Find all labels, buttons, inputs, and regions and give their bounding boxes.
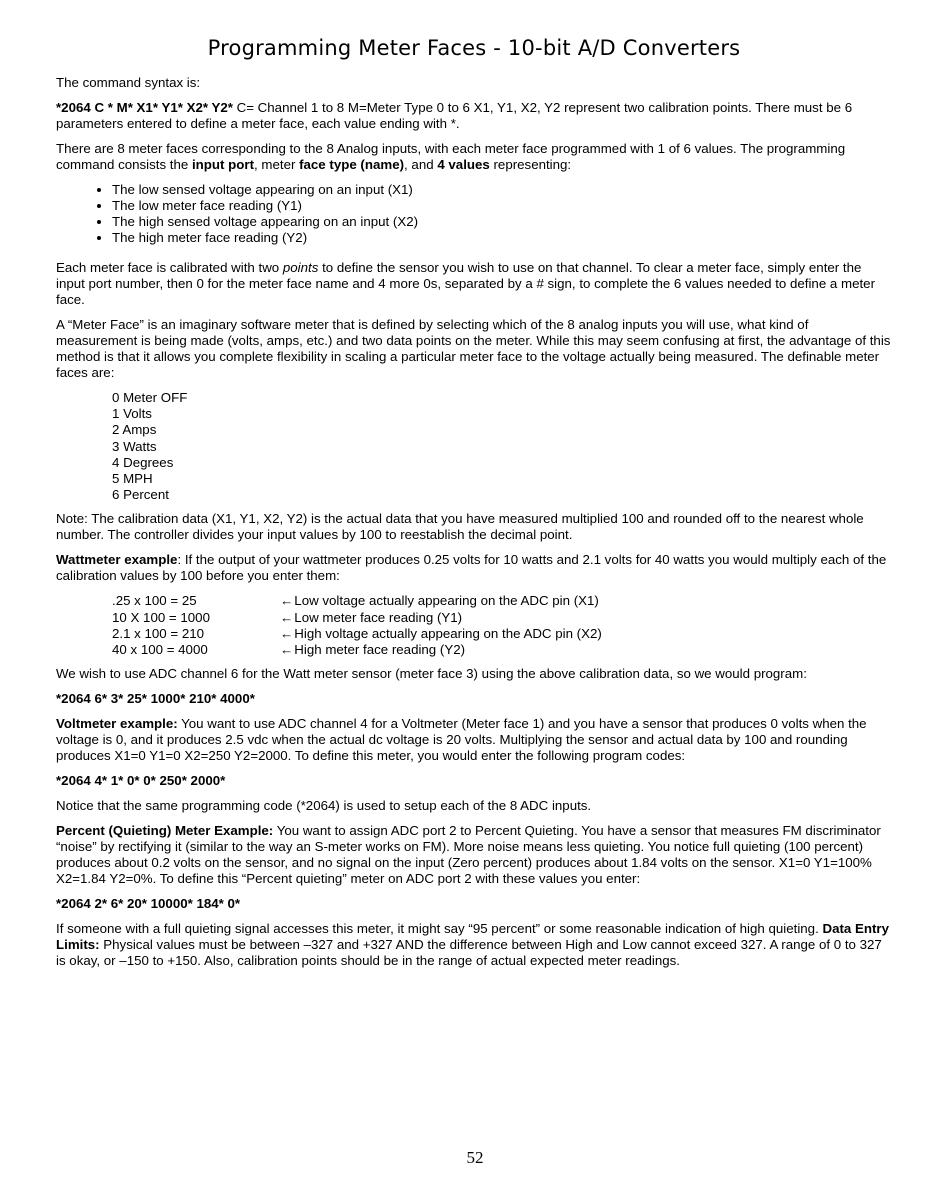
meter-face-list bbox=[112, 390, 892, 503]
document-page bbox=[56, 34, 892, 978]
list-item: 6 Percent bbox=[112, 487, 169, 503]
calc-description: High meter face reading (Y2) bbox=[294, 642, 466, 658]
left-arrow-icon: ← bbox=[280, 609, 294, 625]
intro-text: The command syntax is: bbox=[56, 75, 201, 90]
calc-value: .25 x 100 = 25 bbox=[112, 593, 197, 609]
left-arrow-icon: ← bbox=[280, 593, 294, 609]
faces-text-4: representing: bbox=[489, 157, 572, 172]
list-item bbox=[112, 642, 892, 658]
faces-bold-face-type: face type (name) bbox=[299, 157, 405, 172]
meter-face-paragraph: A “Meter Face” is an imaginary software meter that is defined by selecting which of the 8 analog inputs you will use, what kind of measurement is being made (volts, amps, etc.) and two data points on the meter. While this may seem confusing at first, the advantage of this method is that it allows you complete flexibility in scaling a particular meter face to the voltage actually being measured. The definable meter faces are: bbox=[56, 317, 891, 380]
wattmeter-label: Wattmeter example bbox=[56, 552, 178, 568]
voltmeter-command: *2064 4* 1* 0* 0* 250* 2000* bbox=[56, 773, 226, 789]
faces-paragraph bbox=[56, 141, 892, 173]
list-item bbox=[112, 626, 892, 642]
left-arrow-icon: ← bbox=[280, 625, 294, 641]
calibrate-italic-points: points bbox=[282, 260, 319, 275]
calc-description: High voltage actually appearing on the ADC pin (X2) bbox=[294, 625, 602, 641]
list-item: 4 Degrees bbox=[112, 454, 174, 470]
calibrate-text-1: Each meter face is calibrated with two bbox=[56, 260, 283, 275]
percent-command: *2064 2* 6* 20* 10000* 184* 0* bbox=[56, 896, 241, 912]
list-item bbox=[112, 610, 892, 626]
calibrate-paragraph bbox=[56, 260, 892, 308]
faces-text-1: There are 8 meter faces corresponding to the 8 Analog inputs, with each meter face programmed with 1 of 6 values. The programming command consists the bbox=[56, 141, 846, 172]
calc-value: 2.1 x 100 = 210 bbox=[112, 625, 205, 641]
calc-value: 10 X 100 = 1000 bbox=[112, 609, 210, 625]
page-number: 52 bbox=[466, 1148, 484, 1167]
wattmeter-paragraph bbox=[56, 552, 892, 584]
wattmeter-command: *2064 6* 3* 25* 1000* 210* 4000* bbox=[56, 691, 255, 707]
final-text-2: Physical values must be between –327 and +327 AND the difference between High and Low cannot exceed 327. A range of 0 to 327 is okay, or –150 to +150. Also, calibration points should be in the range of actual expected meter readings. bbox=[56, 937, 882, 969]
percent-text: You want to assign ADC port 2 to Percent Quieting. You have a sensor that measures FM discriminator “noise” by rectifying it (similar to the way an S-meter works on FM). More noise means less quieting. You notice full quieting (100 percent) produces about 0.2 volts on the sensor, and no signal on the input (Zero percent) produces about 1.84 volts on the sensor. X1=0 Y1=100% X2=1.84 Y2=0%. To define this “Percent quieting” meter on ADC port 2 with these values you enter: bbox=[56, 823, 881, 887]
calc-description: Low meter face reading (Y1) bbox=[294, 609, 463, 625]
calibrate-text-2: to define the sensor you wish to use on that channel. To clear a meter face, simply enter the input port number, then 0 for the meter face name and 4 more 0s, separated by a # sign, to complete the 6 values needed to define a meter face. bbox=[56, 260, 875, 307]
list-item: • The high meter face reading (Y2) bbox=[112, 230, 892, 246]
voltmeter-paragraph bbox=[56, 716, 892, 764]
syntax-paragraph bbox=[56, 100, 892, 132]
list-item: • The low meter face reading (Y1) bbox=[112, 198, 892, 214]
calibration-bullet-list bbox=[56, 182, 892, 246]
list-item: • The high sensed voltage appearing on an input (X2) bbox=[112, 214, 892, 230]
list-item: 0 Meter OFF bbox=[112, 390, 188, 405]
list-item: • The low sensed voltage appearing on an input (X1) bbox=[112, 182, 892, 198]
final-paragraph bbox=[56, 921, 892, 969]
wattmeter-calculation-list bbox=[112, 593, 892, 658]
calc-value: 40 x 100 = 4000 bbox=[112, 642, 208, 658]
list-item: 2 Amps bbox=[112, 422, 157, 438]
faces-text-3: , and bbox=[404, 157, 438, 172]
calc-description: Low voltage actually appearing on the ADC pin (X1) bbox=[294, 593, 599, 609]
page-title: Programming Meter Faces - 10-bit A/D Converters bbox=[207, 36, 741, 60]
list-item bbox=[112, 593, 892, 609]
syntax-code: *2064 C * M* X1* Y1* X2* Y2* bbox=[56, 100, 233, 115]
wattmeter-text: : If the output of your wattmeter produces 0.25 volts for 10 watts and 2.1 volts for 40 watts you would multiply each of the calibration values by 100 before you enter them: bbox=[56, 552, 887, 584]
percent-label: Percent (Quieting) Meter Example: bbox=[56, 823, 274, 839]
note-paragraph: Note: The calibration data (X1, Y1, X2, Y2) is the actual data that you have measured multiplied 100 and rounded off to the nearest whole number. The controller divides your input values by 100 to reestablish the decimal point. bbox=[56, 511, 864, 543]
notice-paragraph: Notice that the same programming code (*2064) is used to setup each of the 8 ADC inputs. bbox=[56, 798, 592, 814]
faces-bold-values: 4 values bbox=[437, 157, 490, 172]
list-item: 3 Watts bbox=[112, 438, 157, 454]
faces-bold-input-port: input port bbox=[191, 157, 255, 172]
voltmeter-label: Voltmeter example: bbox=[56, 716, 178, 732]
final-text-1: If someone with a full quieting signal accesses this meter, it might say “95 percent” or some reasonable indication of high quieting. bbox=[56, 921, 823, 937]
list-item: 5 MPH bbox=[112, 471, 153, 487]
list-item: 1 Volts bbox=[112, 406, 152, 422]
syntax-description: C= Channel 1 to 8 M=Meter Type 0 to 6 X1, Y1, X2, Y2 represent two calibration points. There must be 6 parameters entered to define a meter face, each value ending with *. bbox=[56, 100, 853, 131]
percent-paragraph bbox=[56, 823, 892, 887]
wattmeter-after-paragraph: We wish to use ADC channel 6 for the Watt meter sensor (meter face 3) using the above calibration data, so we would program: bbox=[56, 666, 807, 682]
faces-text-2: , meter bbox=[254, 157, 300, 172]
final-bold-data-entry-limits: Data Entry Limits: bbox=[56, 921, 889, 953]
voltmeter-text: You want to use ADC channel 4 for a Voltmeter (Meter face 1) and you have a sensor that produces 0 volts when the voltage is 0, and it produces 2.5 vdc when the actual dc voltage is 20 volts. Multiplying the sensor and actual data by 100 and rounding produces X1=0 Y1=0 X2=250 Y2=2000. To define this meter, you would enter the following program codes: bbox=[56, 716, 867, 764]
left-arrow-icon: ← bbox=[280, 642, 294, 658]
